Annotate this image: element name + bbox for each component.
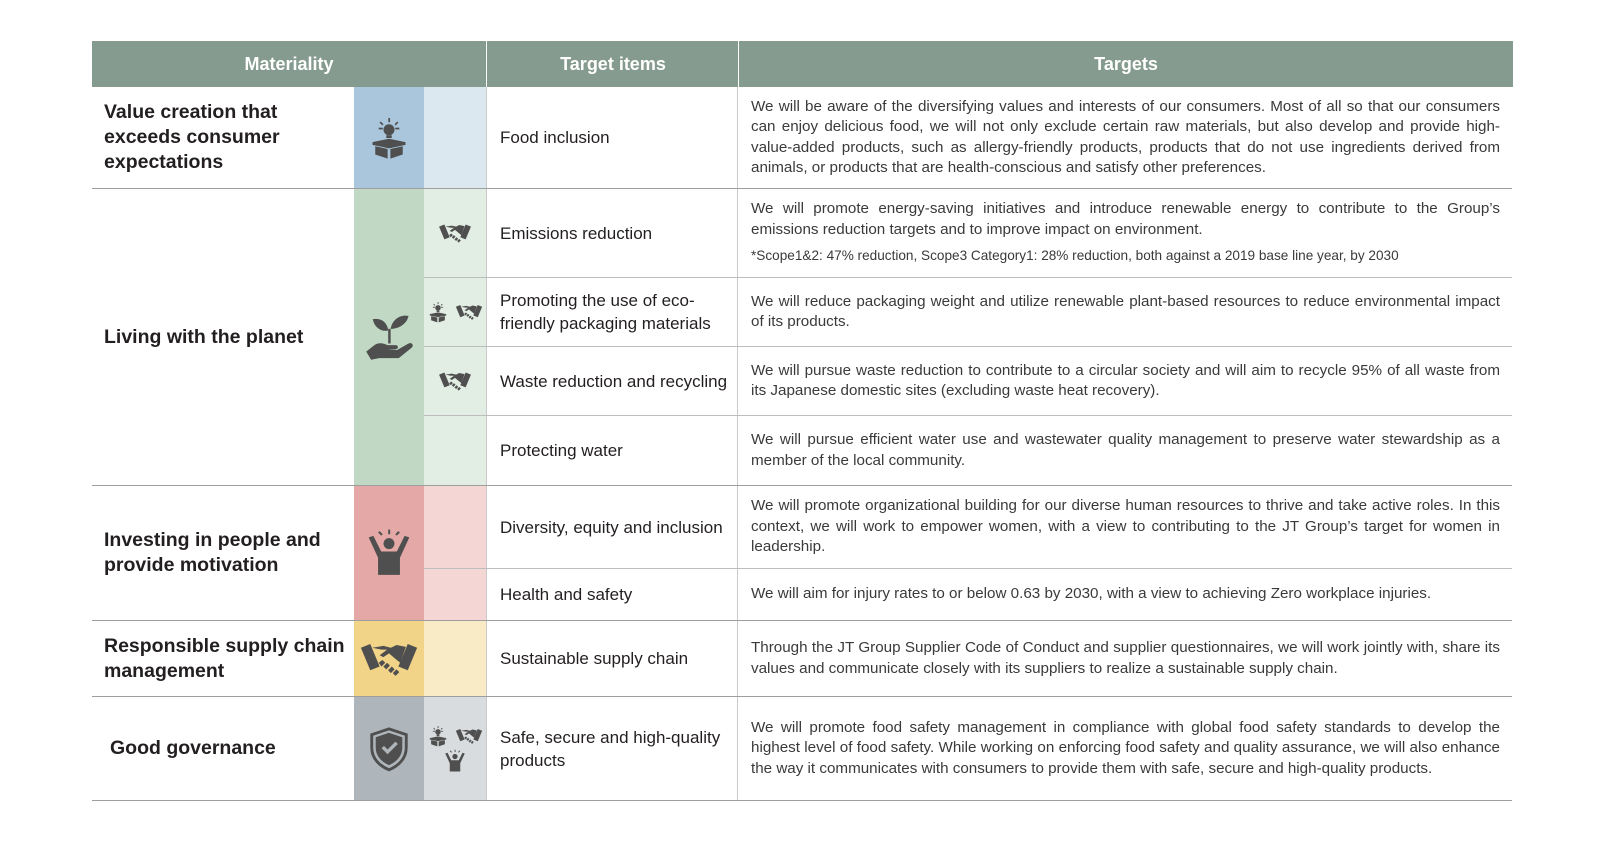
governance-icon-cell [354,697,424,800]
people-subicon-column [424,486,486,620]
materiality-living-with-planet: Living with the planet [104,325,304,348]
target-text-health-safety [738,569,1512,620]
packaging-subicon-cell [424,278,486,346]
person-cheering-icon [364,528,414,578]
target-item-food-inclusion: Food inclusion [486,87,738,188]
target-text-waste [738,347,1512,415]
supply-subicon-column [424,621,486,696]
shield-check-icon [366,724,412,774]
plant-hand-icon [363,311,415,363]
header-targets: Targets [738,41,1513,87]
waste-subicon-cell [424,347,486,415]
target-waste: We will pursue waste reduction to contribute to a circular society and will aim to recycle 95% of all waste from its Japanese domestic sites (excluding waste heat recovery). [751,361,1500,399]
target-item-emissions-reduction: Emissions reduction [486,189,738,277]
handshake-icon [455,302,483,322]
handshake-icon [359,638,419,680]
target-item-diversity: Diversity, equity and inclusion [486,486,738,568]
box-lightbulb-icon [427,301,449,323]
target-supply: Through the JT Group Supplier Code of Conduct and supplier questionnaires, we will work jointly with, share its values and communicate closely with its suppliers to realize a sustainable supply chain. [751,639,1500,677]
materiality-good-governance: Good governance [110,737,276,759]
materiality-investing-people: Investing in people and provide motivation [104,529,321,576]
target-text-water [738,416,1512,485]
target-water: We will pursue efficient water use and wastewater quality management to preserve water stewardship as a member of the local community. [751,431,1500,469]
people-icon-cell [354,486,424,620]
supply-icon-cell [354,621,424,696]
person-cheering-icon [443,749,467,773]
table-bottom-border [92,800,1512,801]
target-eco-packaging: We will reduce packaging weight and utilize renewable plant-based resources to reduce environmental impact of its products. [751,292,1500,330]
governance-subicon-cell [424,697,486,800]
value-creation-subicon-cell [424,87,486,188]
target-safe-products: We will promote food safety management in compliance with global food safety standards to develop the highest level of food safety. While working on enforcing food safety and quality assurance, we will also enhance the way it communicates with consumers to provide them with safe, secure and high-quality products. [751,718,1500,777]
target-text-diversity [738,486,1512,568]
target-item-protecting-water: Protecting water [486,416,738,485]
target-item-safe-products: Safe, secure and high-quality products [486,697,738,800]
target-item-health-safety: Health and safety [486,569,738,620]
header-materiality: Materiality [92,41,486,87]
materiality-supply-chain: Responsible supply chain management [104,634,345,682]
target-food-inclusion: We will be aware of the diversifying values and interests of our consumers. Most of all so that our consumers can enjoy delicious food, we will not only exclude certain raw materials, but also develop and provide high-value-added products, such as allergy-friendly products, products that do not use ingredients derived from animals, or products that are health-conscious and satisfy other preferences. [751,97,1500,176]
handshake-icon [455,726,483,746]
target-text-food-inclusion [738,87,1512,188]
value-creation-icon-cell [354,87,424,188]
box-lightbulb-icon [427,725,449,747]
target-diversity: We will promote organizational building for our diverse human resources to thrive and take active roles. In this context, we will work to empower women, with a view to contributing to the JT Group’s target for women in leadership. [751,497,1500,556]
handshake-icon [438,369,472,393]
handshake-icon [438,221,472,245]
target-item-waste-reduction: Waste reduction and recycling [486,347,738,415]
target-emissions: We will promote energy-saving initiatives and introduce renewable energy to contribute to the Group’s emissions reduction targets and to improve impact on environment. [751,200,1500,238]
emissions-subicon-cell [424,189,486,277]
target-item-eco-packaging: Promoting the use of eco-friendly packaging materials [486,278,738,346]
target-text-supply [738,621,1512,696]
target-item-sustainable-supply: Sustainable supply chain [486,621,738,696]
target-health-safety: We will aim for injury rates to or below 0.63 by 2030, with a view to achieving Zero workplace injuries. [751,585,1432,603]
emissions-footnote: *Scope1&2: 47% reduction, Scope3 Category1: 28% reduction, both against a 2019 base line year, by 2030 [751,248,1399,264]
target-text-eco-packaging [738,278,1512,346]
materiality-value-creation: Value creation that exceeds consumer expectations [104,101,280,173]
target-text-safe-products [738,697,1512,800]
planet-icon-cell [354,189,424,485]
target-text-emissions [738,189,1512,277]
header-target-items: Target items [486,41,739,87]
box-lightbulb-icon [367,116,411,160]
